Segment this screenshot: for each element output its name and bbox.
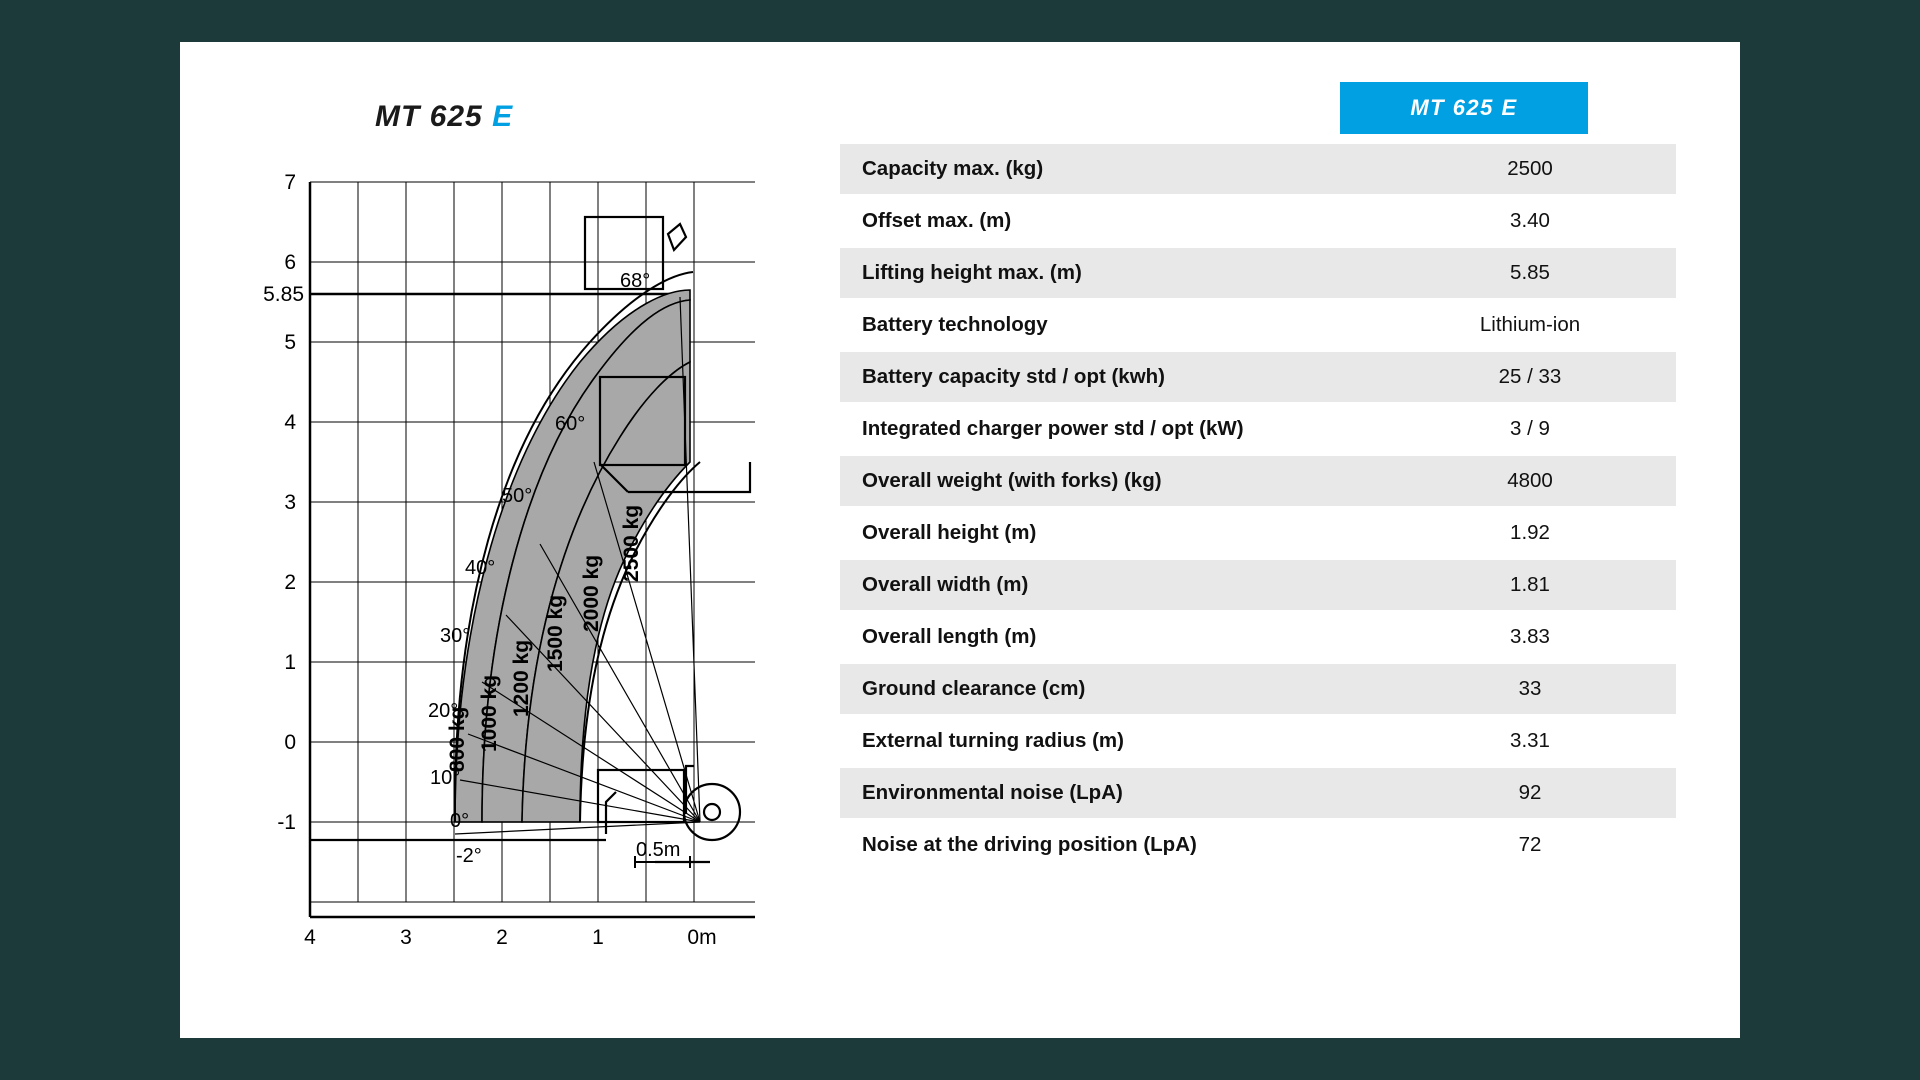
load-label-1500: 1500 kg	[544, 594, 567, 672]
table-row	[840, 299, 1676, 351]
load-chart-panel	[180, 42, 840, 1038]
spec-value: 1.92	[1384, 507, 1676, 559]
spec-model-header: MT 625 E	[1340, 82, 1588, 134]
table-row	[840, 819, 1676, 871]
spec-sheet	[180, 42, 1740, 1038]
spec-table-panel	[840, 82, 1700, 872]
spec-label: Overall height (m)	[840, 507, 1384, 559]
y-tick-6: 6	[284, 251, 296, 274]
y-tick-2: 2	[284, 571, 296, 594]
y-tick-max-lift: 5.85	[263, 283, 304, 306]
table-row	[840, 715, 1676, 767]
angle-label-10: 10°	[430, 767, 461, 789]
table-row	[840, 351, 1676, 403]
x-tick-3: 3	[400, 926, 412, 949]
spec-value: 72	[1384, 819, 1676, 871]
x-tick-0: 0m	[687, 926, 717, 949]
spec-value: 33	[1384, 663, 1676, 715]
table-row	[840, 144, 1676, 195]
load-label-1000: 1000 kg	[478, 674, 501, 752]
spec-value: 92	[1384, 767, 1676, 819]
spec-value: 5.85	[1384, 247, 1676, 299]
spec-label: Battery capacity std / opt (kwh)	[840, 351, 1384, 403]
spec-label: Environmental noise (LpA)	[840, 767, 1384, 819]
spec-value: 25 / 33	[1384, 351, 1676, 403]
chart-title	[375, 100, 513, 134]
y-tick-4: 4	[284, 411, 296, 434]
angle-label-40: 40°	[465, 557, 496, 579]
table-row	[840, 767, 1676, 819]
spec-value: 3.31	[1384, 715, 1676, 767]
spec-label: Lifting height max. (m)	[840, 247, 1384, 299]
spec-value: Lithium-ion	[1384, 299, 1676, 351]
load-label-1200: 1200 kg	[510, 639, 533, 717]
y-tick-5: 5	[284, 331, 296, 354]
spec-label: Battery technology	[840, 299, 1384, 351]
spec-label: External turning radius (m)	[840, 715, 1384, 767]
spec-value: 2500	[1384, 144, 1676, 195]
load-label-800: 800 kg	[446, 706, 469, 772]
spec-label: Offset max. (m)	[840, 195, 1384, 247]
spec-label: Overall width (m)	[840, 559, 1384, 611]
x-axis-tick-labels	[304, 926, 716, 949]
x-tick-4: 4	[304, 926, 316, 949]
spec-value: 1.81	[1384, 559, 1676, 611]
spec-value: 3.40	[1384, 195, 1676, 247]
chart-title-accent: E	[492, 100, 514, 133]
table-row	[840, 195, 1676, 247]
load-chart-plot	[250, 162, 810, 962]
angle-label-20: 20°	[428, 700, 459, 722]
y-tick-minus1: -1	[277, 811, 296, 834]
x-tick-1: 1	[592, 926, 604, 949]
angle-label-0: 0°	[450, 810, 470, 832]
load-chart-svg	[250, 162, 810, 962]
angle-label-minus2: -2°	[456, 845, 482, 867]
table-row	[840, 403, 1676, 455]
spec-label: Integrated charger power std / opt (kW)	[840, 403, 1384, 455]
spec-label: Capacity max. (kg)	[840, 144, 1384, 195]
spec-label: Noise at the driving position (LpA)	[840, 819, 1384, 871]
y-tick-1: 1	[284, 651, 296, 674]
angle-label-50: 50°	[502, 485, 533, 507]
table-row	[840, 455, 1676, 507]
spec-label: Overall length (m)	[840, 611, 1384, 663]
spec-value: 4800	[1384, 455, 1676, 507]
spec-label: Overall weight (with forks) (kg)	[840, 455, 1384, 507]
angle-label-68: 68°	[620, 270, 651, 292]
table-row	[840, 559, 1676, 611]
y-tick-3: 3	[284, 491, 296, 514]
scale-label: 0.5m	[636, 839, 681, 861]
table-row	[840, 247, 1676, 299]
spec-value: 3.83	[1384, 611, 1676, 663]
y-axis-tick-labels	[277, 171, 296, 834]
spec-value: 3 / 9	[1384, 403, 1676, 455]
x-tick-2: 2	[496, 926, 508, 949]
table-row	[840, 507, 1676, 559]
chart-title-main: MT 625	[375, 100, 483, 133]
y-tick-7: 7	[284, 171, 296, 194]
table-row	[840, 663, 1676, 715]
load-label-2000: 2000 kg	[580, 554, 603, 632]
angle-label-30: 30°	[440, 625, 471, 647]
table-row	[840, 611, 1676, 663]
spec-table	[840, 144, 1676, 872]
load-label-2500: 2500 kg	[620, 504, 643, 582]
y-tick-0: 0	[284, 731, 296, 754]
spec-label: Ground clearance (cm)	[840, 663, 1384, 715]
angle-label-60: 60°	[555, 413, 586, 435]
